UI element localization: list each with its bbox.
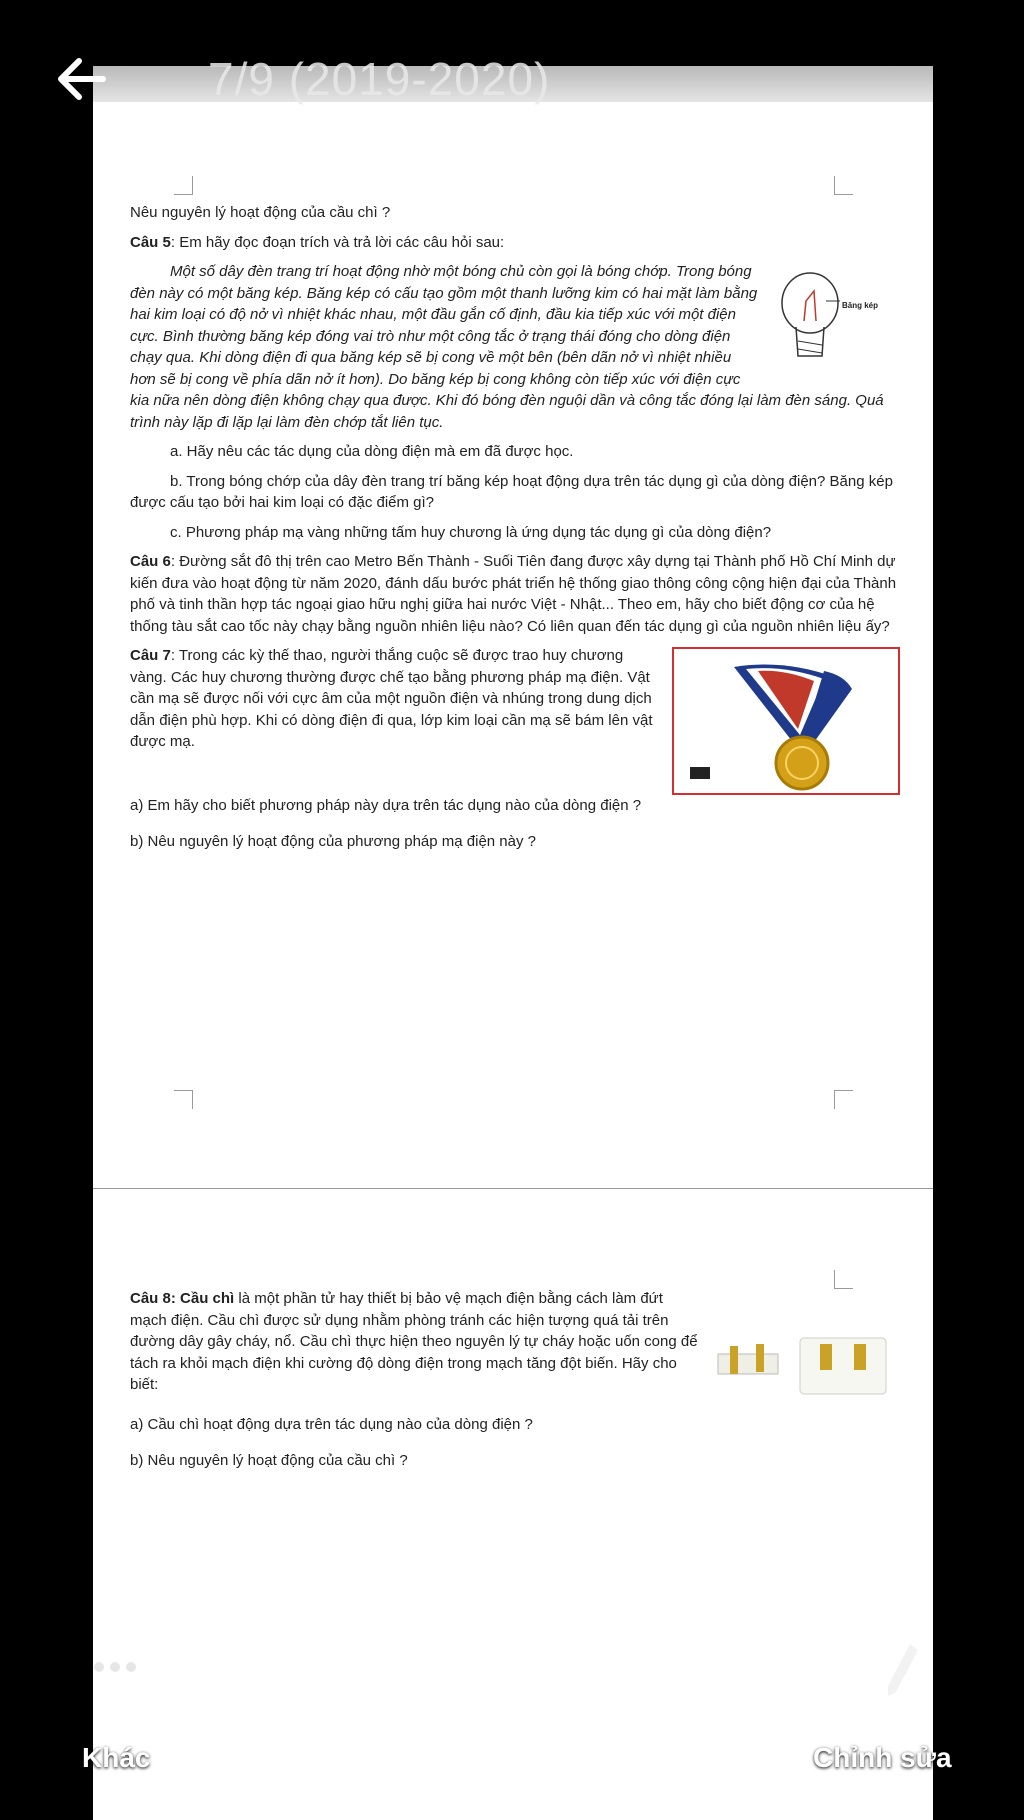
page-separator [93,1188,933,1189]
pencil-icon[interactable] [882,1640,922,1700]
q7-part-b: b) Nêu nguyên lý hoạt động của phương pháp mạ điện này ? [130,832,536,850]
q6-body: : Đường sắt đô thị trên cao Metro Bến Thành - Suối Tiên đang được xây dựng tại Thành phố Hồ Chí Minh dự kiến đưa vào hoạt động từ năm 2020, đánh dấu bước phát triển hệ thống giao thông công cộng hiện đại của Thành phố và tinh thần hợp tác ngoại giao hữu nghị giữa hai nước Việt - Nhật... Theo em, hãy cho biết động cơ của hệ thống tàu sắt cao tốc này chạy bằng nguồn nhiên liệu nào? Có liên quan đến tác dụng gì của nguồn nhiên liệu ấy? [130,553,897,635]
fuse-icon [710,1314,900,1414]
q8-part-a: a) Cầu chì hoạt động dựa trên tác dụng nào của dòng điện ? [130,1416,533,1433]
back-arrow-icon[interactable] [55,56,107,102]
bulb-figure [770,261,900,381]
q6-label: Câu 6 [130,553,171,570]
page-2-content [130,1288,900,1479]
q5-prompt: : Em hãy đọc đoạn trích và trả lời các câu hỏi sau: [170,233,505,251]
crop-mark [834,176,853,195]
fuse-figure [710,1314,900,1414]
crop-mark [834,1090,853,1109]
q5-label: Câu 5 [130,233,171,251]
bulb-icon [770,261,900,381]
q8-body: là một phần tử hay thiết bị bảo vệ mạch điện bằng cách làm đứt mạch điện. Cầu chì được sử dụng nhằm phòng tránh các hiện tượng quá tải trên đường dây gây cháy, nổ. Cầu chì thực hiện theo nguyên lý tự cháy hoặc uốn cong để tách ra khỏi mạch điện khi cường độ dòng điện trong mạch tăng đột biến. Hãy cho biết: [130,1290,698,1393]
gold-medal-icon [674,649,898,793]
crop-mark [174,176,193,195]
document-title: 7/9 (2019-2020) [208,53,551,105]
q8-part-b: b) Nêu nguyên lý hoạt động của cầu chì ? [130,1451,408,1469]
q4-tail: Nêu nguyên lý hoạt động của cầu chì ? [130,204,391,221]
page-1-content [130,202,900,860]
q7-part-a: a) Em hãy cho biết phương pháp này dựa trên tác dụng nào của dòng điện ? [130,797,642,814]
crop-mark [174,1090,193,1109]
q5-passage: Một số dây đèn trang trí hoạt động nhờ một bóng chủ còn gọi là bóng chớp. Trong bóng đèn này có một băng kép. Băng kép có cấu tạo gồm một thanh lưỡng kim có hai mặt làm bằng hai kim loại có độ nở vì nhiệt khác nhau, một đầu gắn cố định, đầu kia tiếp xúc với một điện cực. Bình thường băng kép đóng vai trò như một công tắc ở trạng thái đóng cho dòng điện chạy qua. Khi dòng điện đi qua băng kép sẽ bị cong về một bên (bên dãn nở vì nhiệt nhiều hơn sẽ bị cong về phía dãn nở ít hơn). Do băng kép bị cong không còn tiếp xúc với điện cực kia nữa nên dòng điện không chạy qua được. Khi đó bóng đèn nguội dần và công tắc đóng lại làm đèn sáng. Quá trình này lặp đi lặp lại làm đèn chớp tắt liên tục. [130,263,884,431]
q5-part-b: b. Trong bóng chớp của dây đèn trang trí băng kép hoạt động dựa trên tác dụng gì của dòng điện? Băng kép được cấu tạo bởi hai kim loại có đặc điểm gì? [130,472,893,511]
q5-part-a: a. Hãy nêu các tác dụng của dòng điện mà em đã được học. [170,443,574,460]
bimetal-label: Băng kép [842,301,879,310]
edit-button[interactable]: Chỉnh sửa [813,1742,952,1773]
q6-text [130,551,900,637]
q8-label: Câu 8 [130,1290,171,1307]
q8-text: Câu 8: Cầu chì là một phần tử hay thiết bị bảo vệ mạch điện bằng cách làm đứt mạch điện. Cầu chì được sử dụng nhằm phòng tránh các hiện tượng quá tải trên đường dây gây cháy, nổ. Cầu chì thực hiện theo nguyên lý tự cháy hoặc uốn cong để tách ra khỏi mạch điện khi cường độ dòng điện trong mạch tăng đột biến. Hãy cho biết: [130,1290,698,1393]
dot [94,1662,104,1672]
medal-figure [672,647,900,795]
q7-body: : Trong các kỳ thế thao, người thắng cuộc sẽ được trao huy chương vàng. Các huy chương thường được chế tạo bằng phương pháp mạ điện. Vật cần mạ sẽ được nối với cực âm của một nguồn điện và nhúng trong dung dịch dẫn điện phù hợp. Khi có dòng điện đi qua, lớp kim loại cần mạ sẽ bám lên vật được mạ. [130,647,653,750]
q5-part-c: c. Phương pháp mạ vàng những tấm huy chương là ứng dụng tác dụng gì của dòng điện? [170,523,772,541]
dot [126,1662,136,1672]
q8-term: Cầu chì [180,1290,235,1307]
more-button[interactable]: Khác [82,1742,151,1773]
more-dots-icon[interactable] [94,1662,136,1672]
dot [110,1662,120,1672]
q5-heading [130,232,900,254]
q7-label: Câu 7 [130,647,171,664]
crop-mark [834,1270,853,1289]
